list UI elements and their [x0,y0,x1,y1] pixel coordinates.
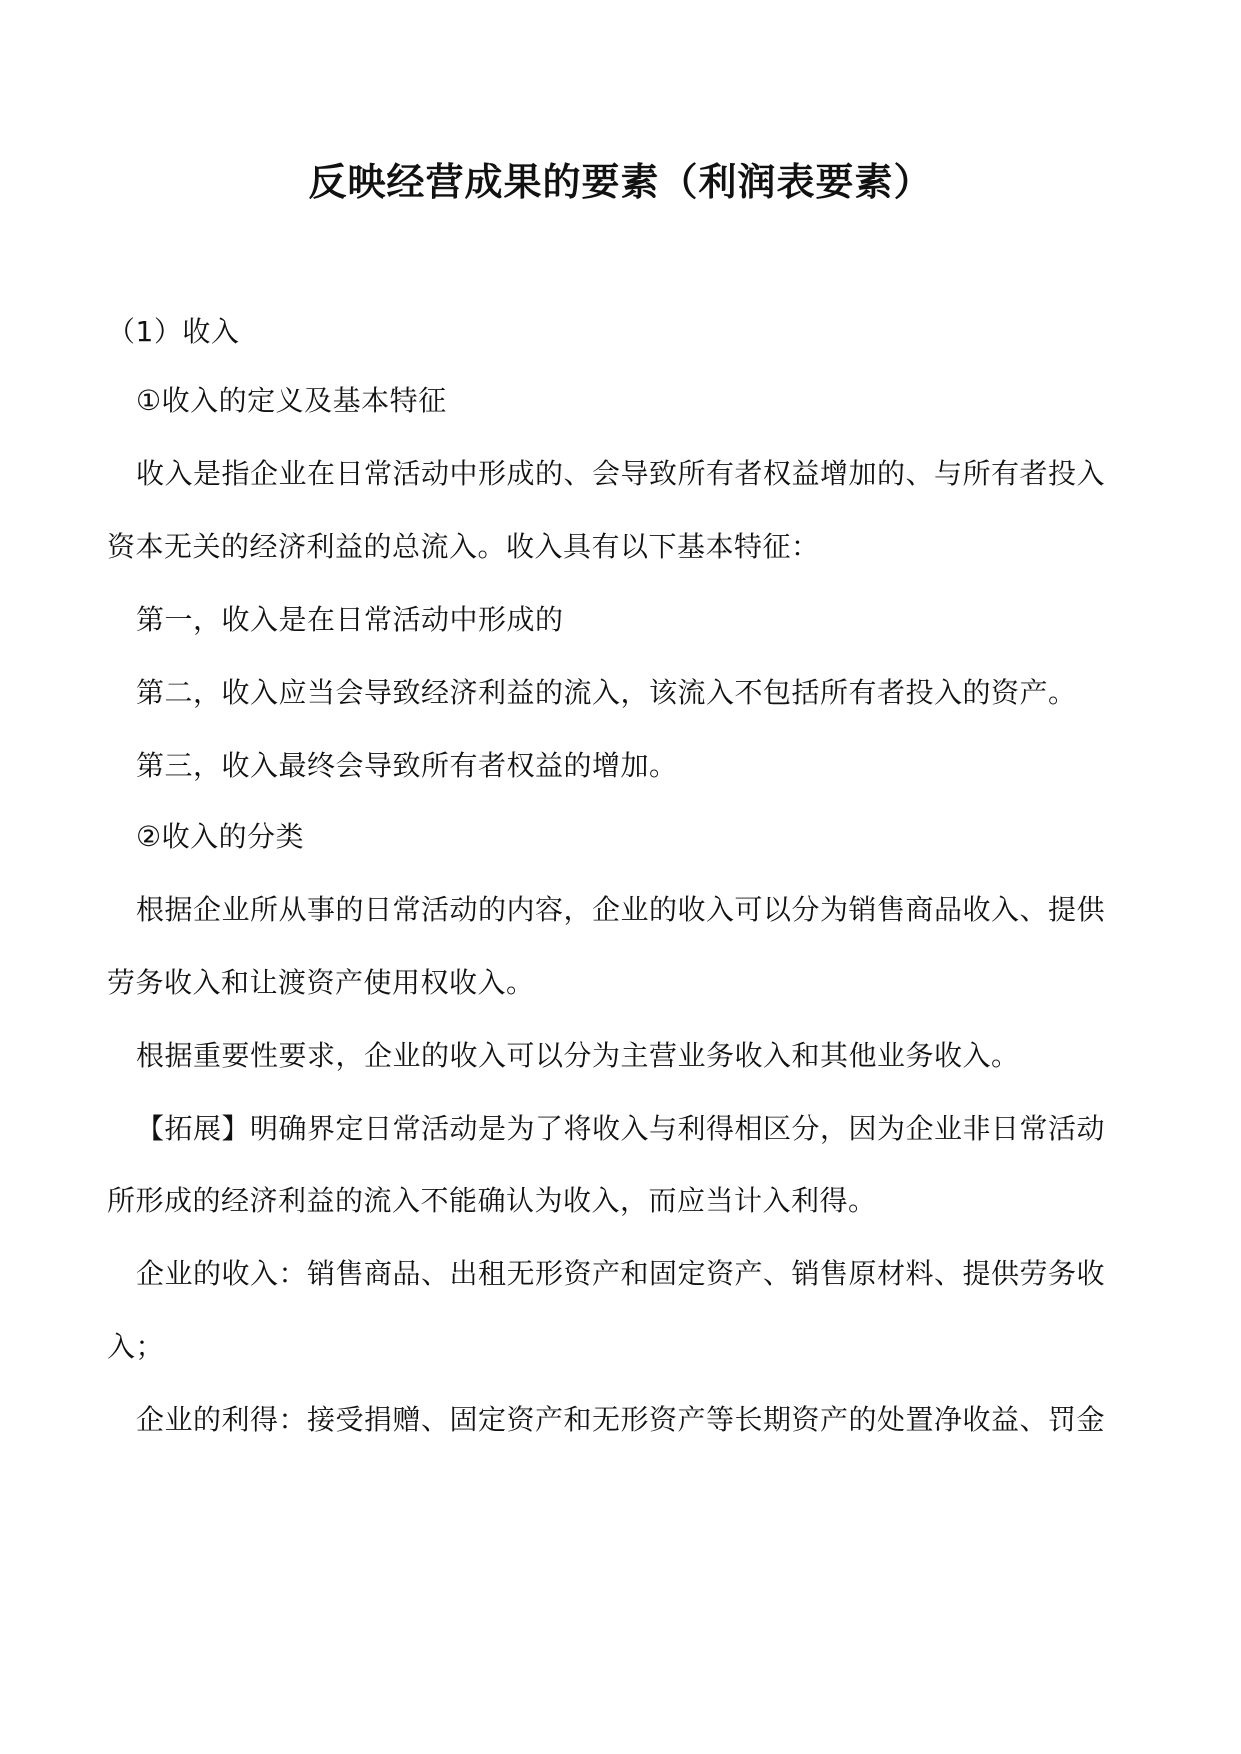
subheading-classification: ②收入的分类 [136,820,305,853]
paragraph-line: 所形成的经济利益的流入不能确认为收入，而应当计入利得。 [107,1184,877,1217]
paragraph-line: 劳务收入和让渡资产使用权收入。 [107,966,535,999]
paragraph-line: 收入是指企业在日常活动中形成的、会导致所有者权益增加的、与所有者投入 [136,457,1106,490]
paragraph-line: 第三，收入最终会导致所有者权益的增加。 [136,749,678,782]
document-title: 反映经营成果的要素（利润表要素） [308,160,933,204]
paragraph-line: 第一，收入是在日常活动中形成的 [136,603,564,636]
paragraph-line: 【拓展】明确界定日常活动是为了将收入与利得相区分，因为企业非日常活动 [136,1112,1106,1145]
paragraph-line: 资本无关的经济利益的总流入。收入具有以下基本特征： [107,530,820,563]
paragraph-line: 根据重要性要求，企业的收入可以分为主营业务收入和其他业务收入。 [136,1039,1020,1072]
paragraph-line: 企业的收入：销售商品、出租无形资产和固定资产、销售原材料、提供劳务收 [136,1257,1106,1290]
paragraph-line: 企业的利得：接受捐赠、固定资产和无形资产等长期资产的处置净收益、罚金 [136,1403,1106,1436]
paragraph-line: 入； [107,1330,165,1363]
paragraph-line: 第二，收入应当会导致经济利益的流入，该流入不包括所有者投入的资产。 [136,676,1077,709]
subheading-definition: ①收入的定义及基本特征 [136,384,447,417]
section-heading-income: （1）收入 [107,315,240,348]
paragraph-line: 根据企业所从事的日常活动的内容，企业的收入可以分为销售商品收入、提供 [136,893,1106,926]
